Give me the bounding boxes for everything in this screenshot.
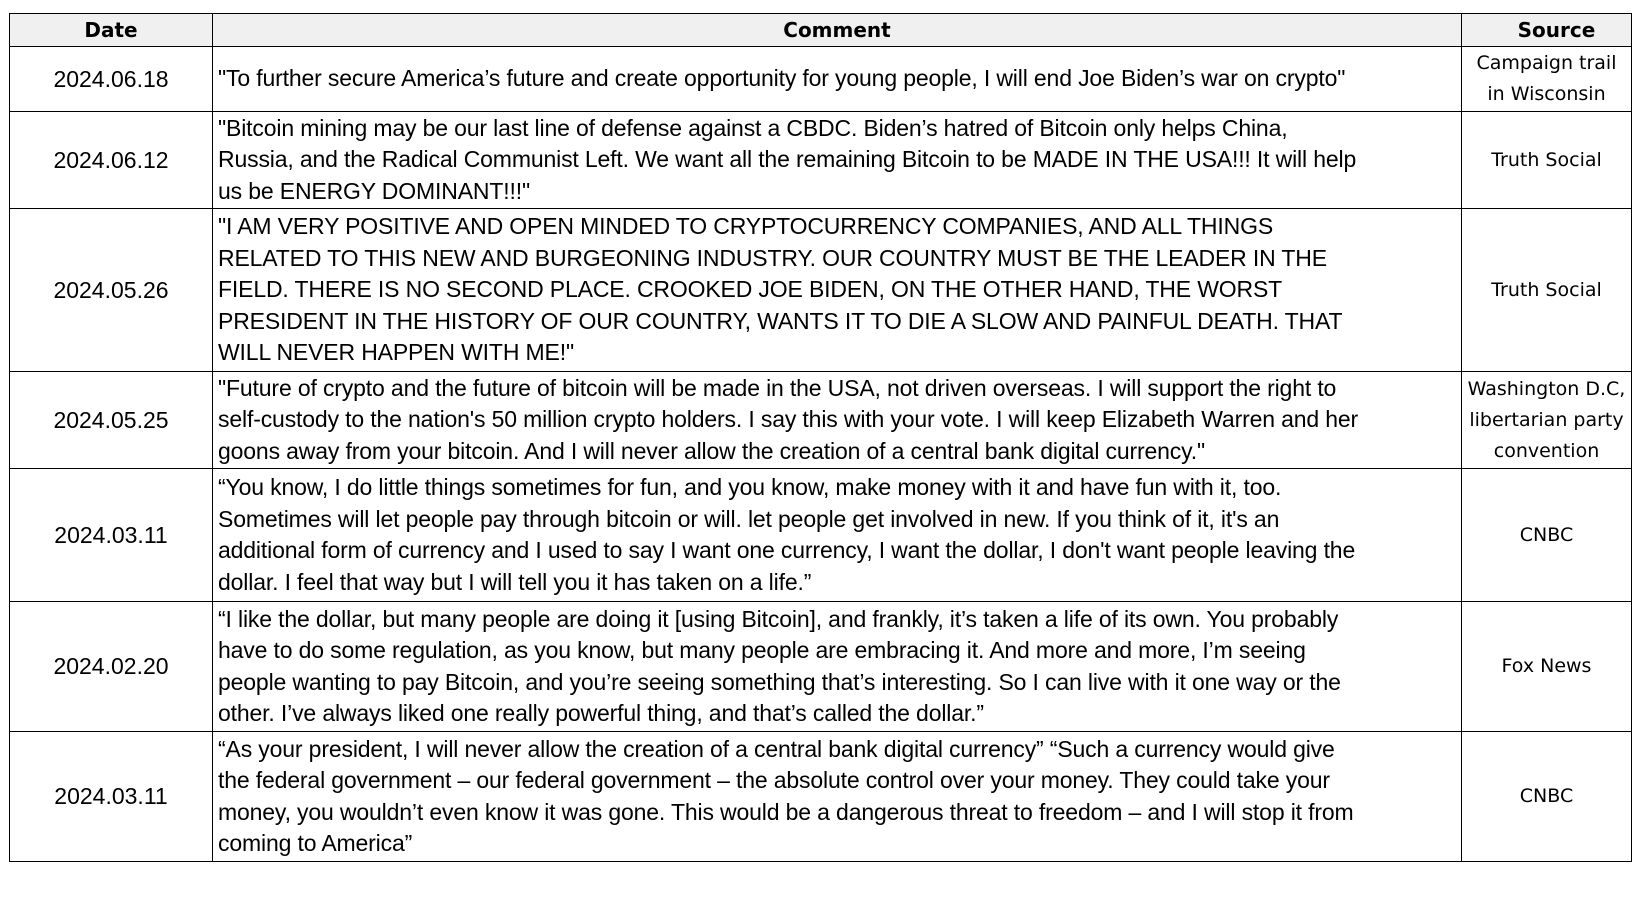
header-comment: Comment [213,14,1462,47]
source-cell: CNBC [1462,732,1632,862]
date-cell: 2024.05.26 [10,209,213,372]
source-cell: Truth Social [1462,209,1632,372]
comment-cell: “As your president, I will never allow the creation of a central bank digital currency” “Such a currency would give the federal government – our federal government – the absolute control over your money. They could take your money, you wouldn’t even know it was gone. This would be a dangerous threat to freedom – and I will stop it from coming to America” [213,732,1462,862]
table-row [10,47,1632,112]
comment-cell: “You know, I do little things sometimes for fun, and you know, make money with it and have fun with it, too. Sometimes will let people pay through bitcoin or will. let people get involved in new. If you think of it, it's an additional form of currency and I used to say I want one currency, I want the dollar, I don't want people leaving the dollar. I feel that way but I will tell you it has taken on a life.” [213,469,1462,602]
date-cell: 2024.03.11 [10,732,213,862]
source-cell: Fox News [1462,602,1632,732]
date-cell: 2024.06.12 [10,112,213,209]
table-row [10,469,1632,602]
source-cell: CNBC [1462,469,1632,602]
header-row [10,14,1632,47]
header-source: Source [1462,14,1632,47]
source-cell: Washington D.C, libertarian party convention [1462,372,1632,469]
comment-cell: "I AM VERY POSITIVE AND OPEN MINDED TO CRYPTOCURRENCY COMPANIES, AND ALL THINGS RELATED TO THIS NEW AND BURGEONING INDUSTRY. OUR COUNTRY MUST BE THE LEADER IN THE FIELD. THERE IS NO SECOND PLACE. CROOKED JOE BIDEN, ON THE OTHER HAND, THE WORST PRESIDENT IN THE HISTORY OF OUR COUNTRY, WANTS IT TO DIE A SLOW AND PAINFUL DEATH. THAT WILL NEVER HAPPEN WITH ME!" [213,209,1462,372]
table-row [10,112,1632,209]
table-body [10,47,1632,862]
source-cell: Campaign trail in Wisconsin [1462,47,1632,112]
table-row [10,602,1632,732]
table-row [10,209,1632,372]
header-date: Date [10,14,213,47]
date-cell: 2024.06.18 [10,47,213,112]
source-cell: Truth Social [1462,112,1632,209]
comment-cell: "Future of crypto and the future of bitcoin will be made in the USA, not driven overseas. I will support the right to self-custody to the nation's 50 million crypto holders. I say this with your vote. I will keep Elizabeth Warren and her goons away from your bitcoin. And I will never allow the creation of a central bank digital currency." [213,372,1462,469]
comment-cell: “I like the dollar, but many people are doing it [using Bitcoin], and frankly, it’s taken a life of its own. You probably have to do some regulation, as you know, but many people are embracing it. And more and more, I’m seeing people wanting to pay Bitcoin, and you’re seeing something that’s interesting. So I can live with it one way or the other. I’ve always liked one really powerful thing, and that’s called the dollar.” [213,602,1462,732]
quotes-table [9,13,1632,862]
table-row [10,372,1632,469]
table-row [10,732,1632,862]
date-cell: 2024.05.25 [10,372,213,469]
table-header [10,14,1632,47]
date-cell: 2024.02.20 [10,602,213,732]
comment-cell: "To further secure America’s future and create opportunity for young people, I will end Joe Biden’s war on crypto" [213,47,1462,112]
comment-cell: "Bitcoin mining may be our last line of defense against a CBDC. Biden’s hatred of Bitcoin only helps China, Russia, and the Radical Communist Left. We want all the remaining Bitcoin to be MADE IN THE USA!!! It will help us be ENERGY DOMINANT!!!" [213,112,1462,209]
date-cell: 2024.03.11 [10,469,213,602]
